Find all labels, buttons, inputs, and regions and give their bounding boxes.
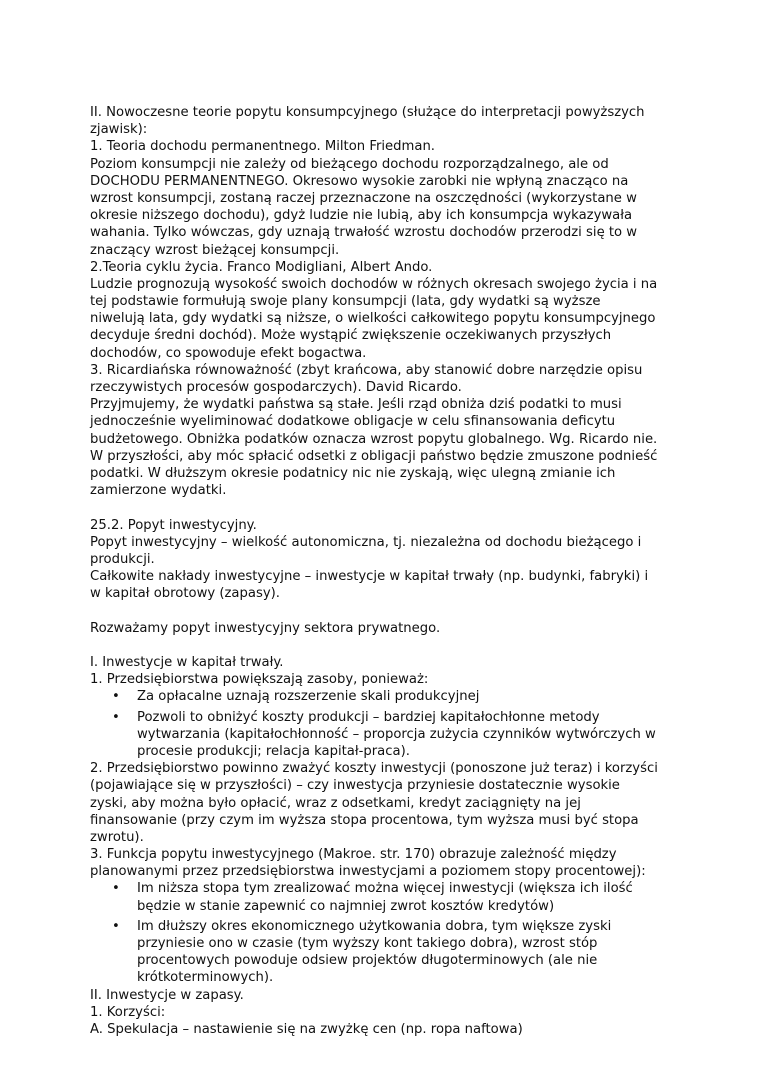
text-line: rzeczywistych procesów gospodarczych). David Ricardo.	[90, 380, 462, 395]
text-line: 3. Ricardiańska równoważność (zbyt krańcowa, aby stanowić dobre narzędzie opisu	[90, 362, 643, 378]
text-line: zamierzone wydatki.	[90, 483, 227, 499]
list-item-continuation: przyniesie ono w czasie (tym wyższy kont takiego dobra), wzrost stóp	[137, 936, 598, 951]
blank-line	[90, 499, 680, 516]
list-item-continuation: procentowych powoduje odsiew projektów długoterminowych (ale nie	[137, 953, 598, 969]
text-line: planowanymi przez przedsiębiorstwa inwestycjami a poziomem stopy procentowej):	[90, 864, 646, 880]
text-line: DOCHODU PERMANENTNEGO. Okresowo wysokie zarobki nie wpłyną znacząco na	[90, 173, 629, 189]
list-item-continuation: procesie produkcji; relacja kapitał-praca).	[137, 743, 410, 759]
text-line: 1. Korzyści:	[90, 1004, 166, 1020]
text-line: Popyt inwestycyjny – wielkość autonomiczna, tj. niezależna od dochodu bieżącego i	[90, 534, 642, 550]
text-line: 2. Przedsiębiorstwo powinno zważyć koszty inwestycji (ponoszone już teraz) i korzyści	[90, 761, 658, 777]
text-line: wahania. Tylko wówczas, gdy uznają trwałość wzrostu dochodów przerodzi się to w	[90, 225, 638, 241]
text-line: W przyszłości, aby móc spłacić odsetki z obligacji państwo będzie zmuszone podnieść	[90, 448, 658, 464]
text-line: zwrotu).	[90, 829, 144, 845]
blank-line	[90, 637, 680, 654]
text-line: zyski, aby można było opłacić, wraz z odsetkami, kredyt zaciągnięty na jej	[90, 795, 581, 811]
text-line: A. Spekulacja – nastawienie się na zwyżkę cen (np. ropa naftowa)	[90, 1021, 523, 1037]
text-line: jednocześnie wyeliminować dodatkowe obligacje w celu sfinansowania deficytu	[90, 414, 616, 430]
text-line: dochodów, co spowoduje efekt bogactwa.	[90, 345, 367, 361]
text-line: 1. Przedsiębiorstwa powiększają zasoby, ponieważ:	[90, 672, 429, 688]
text-line: Rozważamy popyt inwestycyjny sektora prywatnego.	[90, 620, 441, 636]
list-item: • Pozwoli to obniżyć koszty produkcji – bardziej kapitałochłonne metody	[90, 709, 680, 726]
text-line: decyduje średni dochód). Może wystąpić zwiększenie oczekiwanych przyszłych	[90, 328, 612, 344]
list-item: • Za opłacalne uznają rozszerzenie skali produkcyjnej	[90, 688, 680, 705]
text-line: 1. Teoria dochodu permanentnego. Milton Friedman.	[90, 139, 435, 155]
text-line: II. Nowoczesne teorie popytu konsumpcyjnego (służące do interpretacji powyższych	[90, 105, 645, 120]
bullet-list	[90, 688, 680, 760]
text-line: (pojawiające się w przyszłości) – czy inwestycja przyniesie dostatecznie wysokie	[90, 778, 620, 794]
section-consumption-theories	[90, 104, 680, 499]
bullet-list	[90, 880, 680, 986]
text-line: 3. Funkcja popytu inwestycyjnego (Makroe. str. 170) obrazuje zależność między	[90, 847, 617, 863]
text-line: znaczący wzrost bieżącej konsumpcji.	[90, 242, 340, 258]
text-line: tej podstawie formułują swoje plany konsumpcji (lata, gdy wydatki są wyższe	[90, 294, 601, 310]
list-item: • Im niższa stopa tym zrealizować można więcej inwestycji (większa ich ilość	[90, 880, 680, 897]
list-item-continuation: będzie w stanie zapewnić co najmniej zwrot kosztów kredytów)	[137, 898, 555, 914]
text-line: 2.Teoria cyklu życia. Franco Modigliani, Albert Ando.	[90, 259, 433, 275]
text-line: niwelują lata, gdy wydatki są niższe, o wielkości całkowitego popytu konsumpcyjnego	[90, 311, 656, 327]
text-line: okresie niższego dochodu), gdyż ludzie nie lubią, aby ich konsumpcja wykazywała	[90, 208, 633, 224]
section-fixed-capital	[90, 654, 680, 1038]
text-line: Przyjmujemy, że wydatki państwa są stałe. Jeśli rząd obniża dziś podatki to musi	[90, 397, 622, 413]
text-line: budżetowego. Obniżka podatków oznacza wzrost popytu globalnego. Wg. Ricardo nie.	[90, 431, 658, 447]
text-line: Poziom konsumpcji nie zależy od bieżącego dochodu rozporządzalnego, ale od	[90, 156, 609, 172]
list-item-continuation: wytwarzania (kapitałochłonność – proporcja zużycia czynników wytwórczych w	[137, 726, 656, 742]
blank-line	[90, 602, 680, 619]
text-line: w kapitał obrotowy (zapasy).	[90, 586, 280, 602]
list-item-continuation: krótkoterminowych).	[137, 970, 274, 986]
text-line: wzrost konsumpcji, zostaną raczej przeznaczone na oszczędności (wykorzystane w	[90, 190, 637, 206]
text-line: I. Inwestycje w kapitał trwały.	[90, 655, 284, 670]
text-line: Całkowite nakłady inwestycyjne – inwestycje w kapitał trwały (np. budynki, fabryki) i	[90, 569, 649, 585]
section-heading: 25.2. Popyt inwestycyjny.	[90, 517, 257, 533]
section-investment-demand	[90, 517, 680, 603]
document-page	[90, 104, 680, 1038]
text-line: II. Inwestycje w zapasy.	[90, 987, 244, 1003]
text-line: zjawisk):	[90, 122, 148, 138]
text-line: Ludzie prognozują wysokość swoich dochodów w różnych okresach swojego życia i na	[90, 276, 658, 292]
text-line: podatki. W dłuższym okresie podatnicy nic nie zyskają, więc ulegną zmianie ich	[90, 465, 616, 481]
text-line: finansowanie (przy czym im wyższa stopa procentowa, tym wyższa musi być stopa	[90, 812, 639, 828]
list-item: • Im dłuższy okres ekonomicznego użytkowania dobra, tym większe zyski	[90, 918, 680, 935]
text-line: produkcji.	[90, 551, 155, 567]
